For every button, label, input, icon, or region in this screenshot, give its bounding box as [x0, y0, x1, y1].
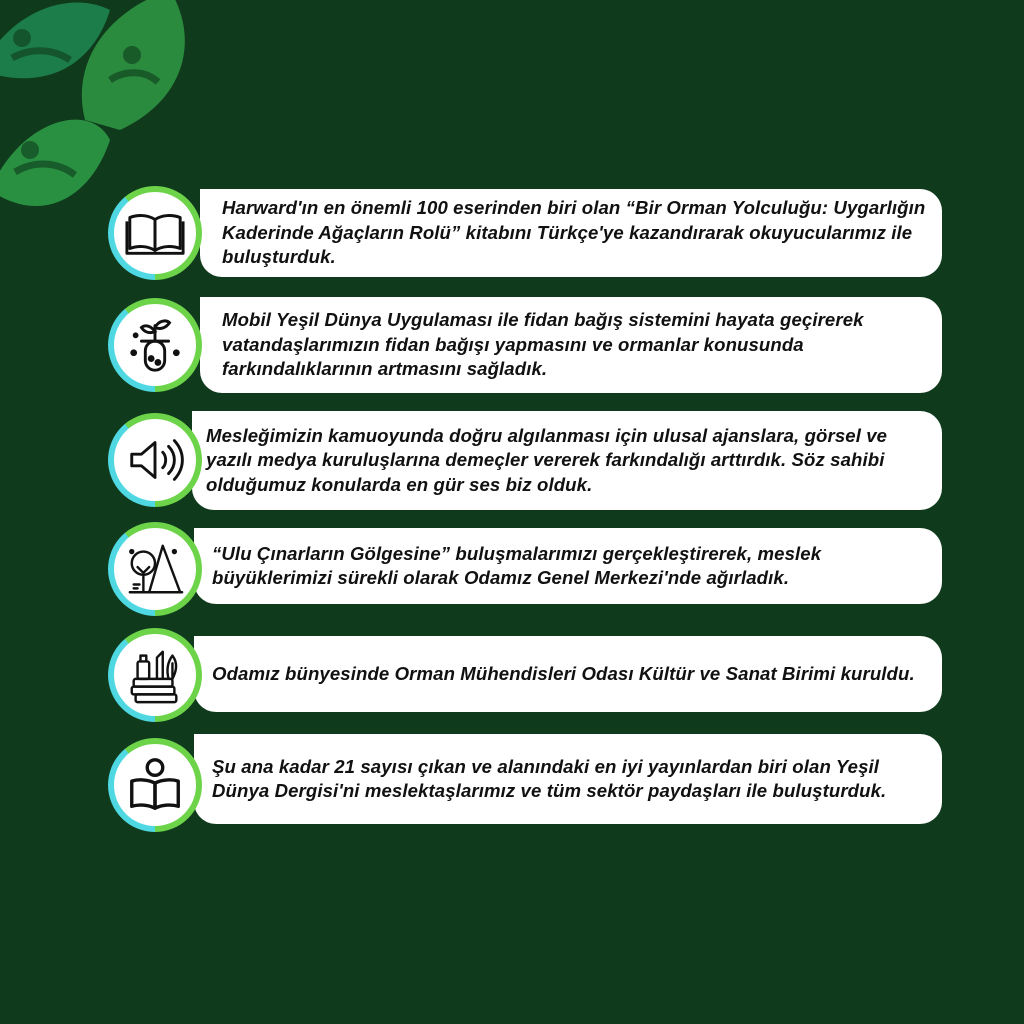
list-item: [108, 297, 944, 393]
item-card: [200, 189, 942, 277]
list-item: [108, 628, 944, 722]
item-card: [194, 636, 942, 712]
icon-badge: [108, 186, 202, 280]
sapling-test-tube-icon: [124, 314, 186, 376]
reader-book-icon: [124, 754, 186, 816]
item-card: [194, 734, 942, 824]
art-supplies-books-icon: [124, 644, 186, 706]
item-text: Mesleğimizin kamuoyunda doğru algılanması için ulusal ajanslara, görsel ve yazılı medya kuruluşlarına demeçler vererek farkındalığı arttırdık. Söz sahibi olduğumuz konularda en gür ses biz olduk.: [206, 424, 888, 495]
icon-badge: [108, 738, 202, 832]
forest-trees-icon: [124, 538, 186, 600]
icon-badge: [108, 628, 202, 722]
item-text: Şu ana kadar 21 sayısı çıkan ve alanındaki en iyi yayınlardan biri olan Yeşil Dünya Dergisi'ni meslektaşlarımız ve tüm sektör paydaşları ile buluşturduk.: [212, 755, 887, 801]
item-card: [192, 411, 942, 510]
list-item: [108, 411, 944, 510]
icon-badge: [108, 298, 202, 392]
list-item: [108, 522, 944, 616]
list-item: [108, 186, 944, 280]
item-text: Odamız bünyesinde Orman Mühendisleri Odası Kültür ve Sanat Birimi kuruldu.: [212, 662, 915, 684]
item-card: [194, 528, 942, 604]
item-card: [200, 297, 942, 393]
item-text: Mobil Yeşil Dünya Uygulaması ile fidan bağış sistemini hayata geçirerek vatandaşlarımızın fidan bağışı yapmasını ve ormanlar konusunda farkındalıklarının artmasını sağladık.: [222, 309, 864, 380]
speaker-icon: [124, 429, 186, 491]
item-text: Harward'ın en önemli 100 eserinden biri olan “Bir Orman Yolculuğu: Uygarlığın Kaderinde Ağaçların Rolü” kitabını Türkçe'ye kazandırarak okuyucularımız ile buluşturduk.: [222, 197, 926, 268]
open-book-icon: [124, 202, 186, 264]
icon-badge: [108, 413, 202, 507]
icon-badge: [108, 522, 202, 616]
item-text: “Ulu Çınarların Gölgesine” buluşmalarımızı gerçekleştirerek, meslek büyüklerimizi sürekli olarak Odamız Genel Merkezi'nde ağırladık.: [212, 542, 822, 588]
list-item: [108, 730, 944, 836]
